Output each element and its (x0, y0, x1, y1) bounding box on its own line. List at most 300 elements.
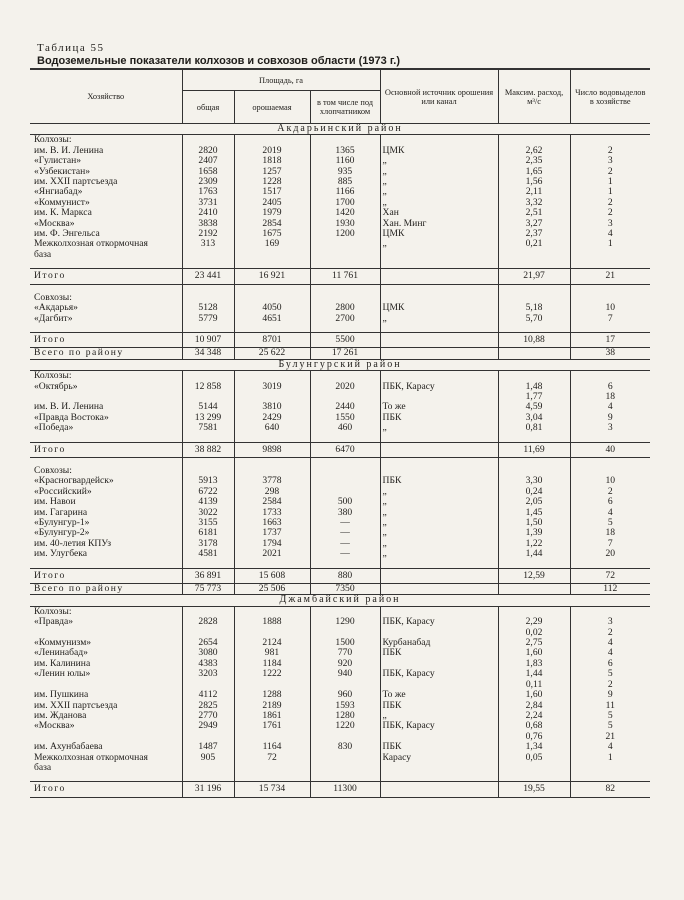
outlet-count: 1 (570, 187, 650, 197)
outlet-count: 3 (570, 423, 650, 433)
cotton-area: 770 (310, 648, 380, 658)
total-area: 2309 (182, 177, 234, 187)
water-source: „ (380, 528, 498, 538)
empty-cell (182, 260, 234, 269)
farm-name: им. Жданова (34, 710, 87, 721)
empty-cell (498, 135, 570, 146)
total-area: 2825 (182, 701, 234, 711)
irrigated-area: 2019 (234, 146, 310, 156)
district-name: Джамбайский район (30, 595, 650, 606)
total-area: 2192 (182, 229, 234, 239)
total-area: 4139 (182, 497, 234, 507)
spacer-row (30, 324, 650, 333)
farm-name: «Янгиабад» (34, 187, 83, 198)
outlet-count: 2 (570, 208, 650, 218)
farm-name: им. Улугбека (34, 549, 88, 560)
max-flow: 0,68 (498, 721, 570, 731)
max-flow: 2,84 (498, 701, 570, 711)
max-flow: 2,37 (498, 229, 570, 239)
empty-cell (234, 284, 310, 293)
irrigated-area: 3778 (234, 476, 310, 486)
outlet-count: 82 (570, 782, 650, 797)
farm-name: им. Ф. Энгельса (34, 229, 100, 240)
empty-cell (380, 466, 498, 476)
total-area: 905 (182, 753, 234, 763)
kolkhoz-row (30, 402, 650, 412)
cotton-area: — (310, 528, 380, 538)
cotton-area: 7350 (310, 584, 380, 595)
group-label: Колхозы: (34, 370, 72, 382)
total-area: 313 (182, 239, 234, 249)
kolkhoz-label (30, 606, 650, 617)
kolkhoz-row (30, 669, 650, 679)
water-source: То же (380, 402, 498, 412)
empty-cell (182, 284, 234, 293)
empty-cell (310, 606, 380, 617)
table-number: Таблица 55 (37, 42, 105, 54)
outlet-count: 2 (570, 146, 650, 156)
total-area (182, 392, 234, 402)
max-flow: 2,35 (498, 156, 570, 166)
total-area: 1487 (182, 742, 234, 752)
kolkhoz-total-row (30, 782, 650, 797)
max-flow: 1,60 (498, 690, 570, 700)
cotton-area: 11300 (310, 782, 380, 797)
total-area: 5144 (182, 402, 234, 412)
cotton-area: 1500 (310, 638, 380, 648)
cotton-area: 1930 (310, 219, 380, 229)
outlet-count: 5 (570, 711, 650, 721)
outlet-count: 112 (570, 584, 650, 595)
total-label: Итого (30, 332, 182, 347)
outlet-count: 4 (570, 402, 650, 412)
cotton-area: 1200 (310, 229, 380, 239)
header-outlets: Число водовыделов в хозяйстве (570, 69, 650, 124)
empty-cell (380, 457, 498, 466)
cotton-area: 880 (310, 568, 380, 583)
group-label: Колхозы: (34, 134, 72, 146)
total-label: Итого (30, 568, 182, 583)
water-source: „ (380, 239, 498, 249)
irrigated-area: 1164 (234, 742, 310, 752)
empty-cell (570, 434, 650, 443)
cotton-area (310, 250, 380, 260)
farm-name (30, 628, 182, 638)
farm-name: «Красногвардейск» (34, 476, 114, 487)
water-source: „ (380, 549, 498, 559)
outlet-count: 18 (570, 528, 650, 538)
irrigated-area: 1228 (234, 177, 310, 187)
water-source: Хан. Минг (380, 219, 498, 229)
empty-cell (182, 324, 234, 333)
spacer-row (30, 434, 650, 443)
water-source: ПБК, Карасу (380, 617, 498, 627)
kolkhoz-row (30, 617, 650, 627)
max-flow: 1,50 (498, 518, 570, 528)
outlet-count: 5 (570, 669, 650, 679)
water-source: ЦМК (380, 229, 498, 239)
max-flow: 2,24 (498, 711, 570, 721)
farm-name: Межколхозная откормочная (34, 239, 148, 250)
cotton-area: 960 (310, 690, 380, 700)
empty-cell (310, 371, 380, 382)
kolkhoz-row (30, 711, 650, 721)
empty-cell (498, 293, 570, 303)
kolkhoz-row (30, 701, 650, 711)
empty-cell (310, 135, 380, 146)
empty-cell (570, 466, 650, 476)
empty-cell (182, 773, 234, 782)
farm-name: «Коммунизм» (34, 638, 92, 649)
irrigated-area: 9898 (234, 442, 310, 457)
irrigated-area: 1222 (234, 669, 310, 679)
cotton-area: 935 (310, 167, 380, 177)
total-label: Итого (30, 442, 182, 457)
max-flow: 11,69 (498, 442, 570, 457)
cotton-area (310, 753, 380, 763)
water-source: ПБК (380, 413, 498, 423)
empty-cell (310, 284, 380, 293)
empty-cell (234, 466, 310, 476)
kolkhoz-row (30, 187, 650, 197)
total-area (182, 250, 234, 260)
water-source (380, 269, 498, 284)
irrigated-area: 1888 (234, 617, 310, 627)
irrigated-area: 1761 (234, 721, 310, 731)
water-source: „ (380, 167, 498, 177)
sovkhoz-total-row (30, 332, 650, 347)
farm-name: «Правда Востока» (34, 412, 109, 423)
empty-cell (234, 773, 310, 782)
total-area: 5779 (182, 314, 234, 324)
total-area: 6181 (182, 528, 234, 538)
kolkhoz-row (30, 753, 650, 763)
empty-cell (380, 434, 498, 443)
spacer-row (30, 773, 650, 782)
water-source: „ (380, 518, 498, 528)
header-area: Площадь, га (182, 69, 380, 91)
max-flow: 0,24 (498, 487, 570, 497)
max-flow: 3,30 (498, 476, 570, 486)
total-area: 4581 (182, 549, 234, 559)
water-source: „ (380, 508, 498, 518)
district-header (30, 359, 650, 370)
kolkhoz-row (30, 392, 650, 402)
water-source: „ (380, 539, 498, 549)
empty-cell (182, 293, 234, 303)
water-source: Карасу (380, 753, 498, 763)
total-label: Всего по району (30, 348, 182, 359)
kolkhoz-row (30, 659, 650, 669)
empty-cell (182, 457, 234, 466)
irrigated-area: 4651 (234, 314, 310, 324)
cotton-area: 940 (310, 669, 380, 679)
empty-cell (570, 371, 650, 382)
irrigated-area (234, 763, 310, 773)
irrigated-area: 2189 (234, 701, 310, 711)
cotton-area: 1365 (310, 146, 380, 156)
header-source: Основной источник орошения или канал (380, 69, 498, 124)
farm-name: им. Навои (34, 497, 76, 508)
water-source: ПБК, Карасу (380, 669, 498, 679)
irrigated-area (234, 680, 310, 690)
total-area: 2770 (182, 711, 234, 721)
kolkhoz-row (30, 239, 650, 249)
farm-name: «Булунгур-1» (34, 518, 90, 528)
empty-cell (380, 293, 498, 303)
kolkhoz-row (30, 198, 650, 208)
farm-name (30, 680, 182, 690)
farm-name: база (34, 249, 52, 260)
max-flow: 1,65 (498, 167, 570, 177)
max-flow: 4,59 (498, 402, 570, 412)
total-area: 23 441 (182, 269, 234, 284)
kolkhoz-row (30, 680, 650, 690)
outlet-count (570, 763, 650, 773)
sovkhoz-label (30, 466, 650, 476)
total-area: 36 891 (182, 568, 234, 583)
kolkhoz-row (30, 177, 650, 187)
max-flow (498, 584, 570, 595)
kolkhoz-row (30, 763, 650, 773)
kolkhoz-row (30, 156, 650, 166)
empty-cell (498, 284, 570, 293)
max-flow: 2,29 (498, 617, 570, 627)
empty-cell (380, 371, 498, 382)
cotton-area (310, 476, 380, 486)
max-flow: 3,27 (498, 219, 570, 229)
sovkhoz-row (30, 539, 650, 549)
empty-cell (310, 434, 380, 443)
header-irrigated: орошаемая (234, 91, 310, 124)
outlet-count: 1 (570, 753, 650, 763)
farm-name: им. Калинина (34, 658, 91, 669)
water-source: То же (380, 690, 498, 700)
kolkhoz-row (30, 690, 650, 700)
header-cotton: в том числе под хлопчатником (310, 91, 380, 124)
farm-name: Межколхозная откормочная (34, 752, 148, 763)
farm-name: «Узбекистан» (34, 166, 91, 177)
cotton-area: 1160 (310, 156, 380, 166)
kolkhoz-label (30, 371, 650, 382)
total-area: 3080 (182, 648, 234, 658)
farm-name: «Правда» (34, 617, 74, 628)
cotton-area: 830 (310, 742, 380, 752)
sovkhoz-total-row (30, 568, 650, 583)
cotton-area: 1290 (310, 617, 380, 627)
total-area: 2828 (182, 617, 234, 627)
empty-cell (310, 293, 380, 303)
empty-cell (234, 457, 310, 466)
total-area: 3838 (182, 219, 234, 229)
cotton-area: — (310, 539, 380, 549)
empty-cell (380, 284, 498, 293)
water-source: „ (380, 156, 498, 166)
empty-cell (570, 293, 650, 303)
max-flow: 1,39 (498, 528, 570, 538)
group-label: Колхозы: (34, 606, 72, 617)
water-land-table (30, 68, 650, 798)
farm-name: им. Ахунбабаева (34, 742, 103, 753)
irrigated-area: 15 734 (234, 782, 310, 797)
total-area: 75 773 (182, 584, 234, 595)
empty-cell (570, 324, 650, 333)
irrigated-area: 1184 (234, 659, 310, 669)
farm-name: «Гулистан» (34, 156, 82, 167)
total-area (182, 680, 234, 690)
water-source (380, 392, 498, 402)
total-area: 12 858 (182, 382, 234, 392)
water-source: ЦМК (380, 303, 498, 313)
sovkhoz-row (30, 528, 650, 538)
empty-cell (30, 324, 182, 333)
water-source: „ (380, 198, 498, 208)
empty-cell (570, 284, 650, 293)
irrigated-area: 640 (234, 423, 310, 433)
empty-cell (30, 773, 182, 782)
empty-cell (310, 324, 380, 333)
district-grand-total-row (30, 348, 650, 359)
max-flow: 2,75 (498, 638, 570, 648)
irrigated-area (234, 628, 310, 638)
max-flow: 1,22 (498, 539, 570, 549)
total-area: 31 196 (182, 782, 234, 797)
empty-cell (498, 324, 570, 333)
max-flow: 0,76 (498, 732, 570, 742)
sovkhoz-row (30, 314, 650, 324)
sovkhoz-row (30, 508, 650, 518)
farm-name (30, 732, 182, 742)
total-area: 3022 (182, 508, 234, 518)
water-source: ПБК (380, 476, 498, 486)
farm-name: им. В. И. Ленина (34, 402, 104, 413)
max-flow: 2,62 (498, 146, 570, 156)
kolkhoz-row (30, 732, 650, 742)
irrigated-area: 16 921 (234, 269, 310, 284)
total-area: 3203 (182, 669, 234, 679)
total-area: 6722 (182, 487, 234, 497)
irrigated-area: 2584 (234, 497, 310, 507)
cotton-area: 1280 (310, 711, 380, 721)
water-source: „ (380, 177, 498, 187)
cotton-area (310, 732, 380, 742)
max-flow: 2,11 (498, 187, 570, 197)
district-grand-total-row (30, 584, 650, 595)
outlet-count: 4 (570, 648, 650, 658)
sovkhoz-row (30, 487, 650, 497)
kolkhoz-row (30, 167, 650, 177)
water-source (380, 348, 498, 359)
water-source: „ (380, 487, 498, 497)
water-source (380, 763, 498, 773)
irrigated-area: 4050 (234, 303, 310, 313)
empty-cell (182, 560, 234, 569)
farm-name: им. В. И. Ленина (34, 145, 104, 156)
irrigated-area (234, 732, 310, 742)
outlet-count: 6 (570, 382, 650, 392)
water-source: ПБК, Карасу (380, 721, 498, 731)
group-label: Совхозы: (34, 465, 72, 476)
empty-cell (380, 135, 498, 146)
group-label: Совхозы: (34, 292, 72, 303)
total-area: 13 299 (182, 413, 234, 423)
cotton-area: 1593 (310, 701, 380, 711)
cotton-area: 920 (310, 659, 380, 669)
irrigated-area: 8701 (234, 332, 310, 347)
kolkhoz-row (30, 721, 650, 731)
max-flow: 1,77 (498, 392, 570, 402)
water-source: ПБК (380, 648, 498, 658)
irrigated-area: 2854 (234, 219, 310, 229)
farm-name: им. Пушкина (34, 690, 89, 701)
total-area (182, 628, 234, 638)
outlet-count: 11 (570, 701, 650, 711)
outlet-count: 1 (570, 177, 650, 187)
farm-name: база (34, 762, 52, 773)
max-flow: 1,48 (498, 382, 570, 392)
total-label: Итого (30, 269, 182, 284)
water-source (380, 250, 498, 260)
empty-cell (498, 457, 570, 466)
max-flow: 2,05 (498, 497, 570, 507)
empty-cell (570, 606, 650, 617)
header-farm: Хозяйство (30, 69, 182, 124)
kolkhoz-total-row (30, 269, 650, 284)
irrigated-area (234, 392, 310, 402)
cotton-area (310, 763, 380, 773)
kolkhoz-row (30, 219, 650, 229)
total-area: 34 348 (182, 348, 234, 359)
cotton-area: 17 261 (310, 348, 380, 359)
farm-name: «Булунгур-2» (34, 528, 90, 539)
sovkhoz-row (30, 303, 650, 313)
empty-cell (570, 457, 650, 466)
total-area: 4383 (182, 659, 234, 669)
header-maxflow: Максим. расход, м³/с (498, 69, 570, 124)
empty-cell (570, 260, 650, 269)
farm-name: «Москва» (34, 721, 75, 732)
sovkhoz-row (30, 549, 650, 559)
max-flow: 0,81 (498, 423, 570, 433)
empty-cell (310, 466, 380, 476)
empty-cell (380, 560, 498, 569)
cotton-area: 885 (310, 177, 380, 187)
outlet-count: 4 (570, 508, 650, 518)
irrigated-area: 3019 (234, 382, 310, 392)
water-source (380, 782, 498, 797)
outlet-count: 9 (570, 413, 650, 423)
farm-name: им. К. Маркса (34, 208, 92, 219)
outlet-count: 2 (570, 487, 650, 497)
sovkhoz-row (30, 476, 650, 486)
empty-cell (182, 434, 234, 443)
district-name: Акдарьинский район (30, 124, 650, 135)
water-source (380, 732, 498, 742)
kolkhoz-row (30, 208, 650, 218)
outlet-count: 1 (570, 239, 650, 249)
cotton-area: 6470 (310, 442, 380, 457)
water-source: „ (380, 314, 498, 324)
empty-cell (234, 371, 310, 382)
farm-name: «Ленин юлы» (34, 669, 91, 680)
max-flow: 21,97 (498, 269, 570, 284)
max-flow: 1,60 (498, 648, 570, 658)
total-area: 38 882 (182, 442, 234, 457)
irrigated-area: 1663 (234, 518, 310, 528)
total-area: 2407 (182, 156, 234, 166)
total-area: 4112 (182, 690, 234, 700)
irrigated-area: 1257 (234, 167, 310, 177)
